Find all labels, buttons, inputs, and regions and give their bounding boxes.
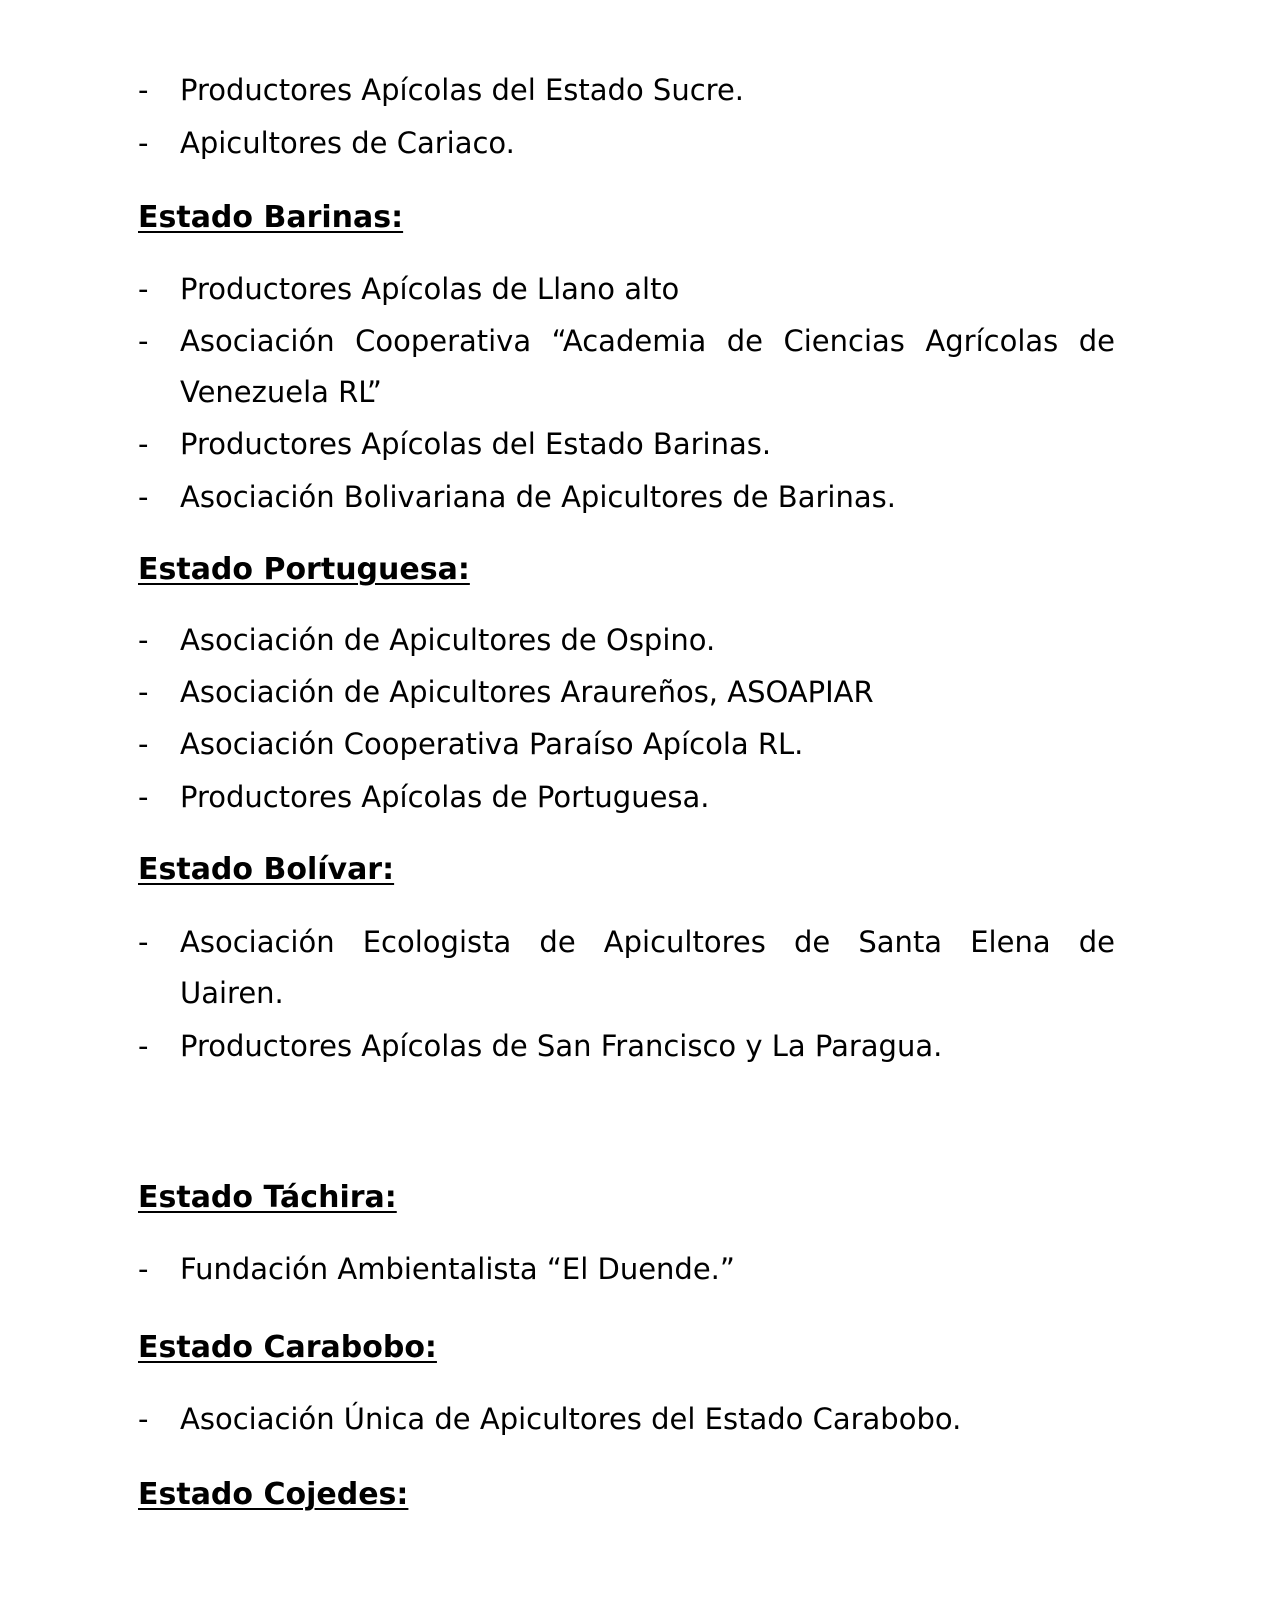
bullet-dash: - xyxy=(138,623,149,657)
bullet-dash: - xyxy=(138,272,149,306)
bullet-dash: - xyxy=(138,780,149,814)
section-heading-barinas: Estado Barinas: xyxy=(138,200,404,235)
list-item-text: Productores Apícolas del Estado Sucre. xyxy=(180,73,744,107)
section-heading-tachira: Estado Táchira: xyxy=(138,1180,397,1215)
bullet-dash: - xyxy=(138,675,149,709)
list-item-text: Asociación Cooperativa Paraíso Apícola RL. xyxy=(180,727,804,761)
bullet-dash: - xyxy=(138,727,149,761)
bullet-dash: - xyxy=(138,1252,149,1286)
list-item-text: Apicultores de Cariaco. xyxy=(180,126,515,160)
bullet-dash: - xyxy=(138,324,149,358)
list-item-text: Asociación Única de Apicultores del Estado Carabobo. xyxy=(180,1402,962,1436)
bullet-dash: - xyxy=(138,925,149,959)
list-item-text: Fundación Ambientalista “El Duende.” xyxy=(180,1252,735,1286)
bullet-dash: - xyxy=(138,73,149,107)
bullet-dash: - xyxy=(138,1029,149,1063)
section-heading-carabobo: Estado Carabobo: xyxy=(138,1330,437,1365)
list-item-text: Venezuela RL” xyxy=(180,375,382,409)
bullet-dash: - xyxy=(138,126,149,160)
list-item-text: Asociación de Apicultores de Ospino. xyxy=(180,623,716,657)
section-heading-bolivar: Estado Bolívar: xyxy=(138,852,395,887)
list-item-text: Uairen. xyxy=(180,976,284,1010)
list-item-text: Asociación Bolivariana de Apicultores de Barinas. xyxy=(180,480,896,514)
list-item-text: Productores Apícolas de Portuguesa. xyxy=(180,780,710,814)
list-item-text: Asociación de Apicultores Araureños, ASOAPIAR xyxy=(180,675,874,709)
section-heading-cojedes: Estado Cojedes: xyxy=(138,1477,409,1512)
bullet-dash: - xyxy=(138,480,149,514)
section-heading-portuguesa: Estado Portuguesa: xyxy=(138,552,470,587)
bullet-dash: - xyxy=(138,427,149,461)
list-item-text: Asociación Cooperativa “Academia de Ciencias Agrícolas de xyxy=(180,324,1115,358)
list-item-text: Productores Apícolas de San Francisco y La Paragua. xyxy=(180,1029,943,1063)
bullet-dash: - xyxy=(138,1402,149,1436)
list-item-text: Asociación Ecologista de Apicultores de Santa Elena de xyxy=(180,925,1115,959)
list-item-text: Productores Apícolas del Estado Barinas. xyxy=(180,427,772,461)
list-item-text: Productores Apícolas de Llano alto xyxy=(180,272,680,306)
